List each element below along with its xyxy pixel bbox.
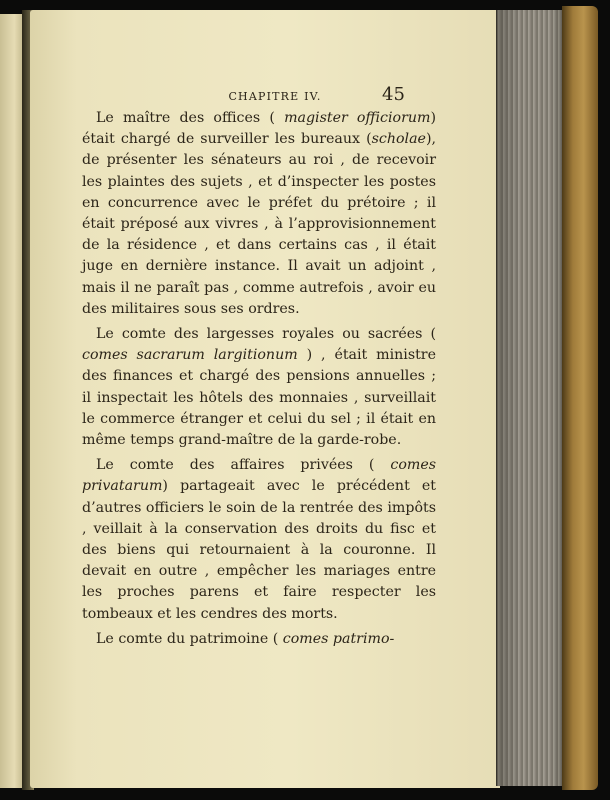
page-block-shadow	[496, 10, 566, 786]
text-run: Le comte des largesses royales ou sacrées (	[96, 326, 436, 343]
text-run: ) , était ministre des finances et chargé des pensions annuelles ; il inspectait les hôtels des monnaies , surveillait le commerce étranger et celui du sel ; il était en même temps grand-maître de la garde-robe.	[82, 347, 436, 449]
text-run: Le comte des affaires privées (	[96, 457, 391, 474]
italic-term: comes sacrarum largitionum	[82, 347, 298, 364]
paragraph-privees	[82, 455, 436, 625]
paragraph-largesses	[82, 324, 436, 451]
italic-term: scholae	[371, 131, 426, 148]
book-cover-edge	[562, 6, 598, 790]
running-head: CHAPITRE IV.	[228, 90, 322, 103]
text-run: ) était chargé de surveiller les bureaux (	[82, 110, 436, 148]
text-run: Le comte du patrimoine (	[96, 630, 283, 647]
page-number: 45	[382, 84, 405, 105]
italic-term: magister officiorum	[284, 110, 431, 126]
italic-term: comes patrimo-	[282, 630, 395, 647]
text-run: ) partageait avec le précédent et d’autres officiers le soin de la rentrée des impôts , veillait à la conservation des droits du fisc et des biens qui retournaient à la couronne. Il devait en outre , empêcher les mariages entre les proches parens et faire respecter les tombeaux et les cendres des morts.	[82, 478, 436, 622]
book-page	[30, 10, 500, 788]
paragraph-patrimoine	[82, 629, 436, 650]
page-header	[30, 84, 500, 110]
paragraph-magister	[82, 108, 436, 320]
text-run: Le maître des offices (	[96, 110, 285, 126]
text-run: ), de présenter les sénateurs au roi , de recevoir les plaintes des sujets , et d’inspecter les postes en concurrence avec le préfet du prétoire ; il était préposé aux vivres , à l’approvisionnement de la résidence , et dans certains cas , il était juge en dernière instance. Il avait un adjoint , mais il ne paraît pas , comme autrefois , avoir eu des militaires sous ses ordres.	[82, 131, 436, 317]
page-body	[82, 108, 436, 654]
italic-term: comes privatarum	[82, 457, 436, 495]
